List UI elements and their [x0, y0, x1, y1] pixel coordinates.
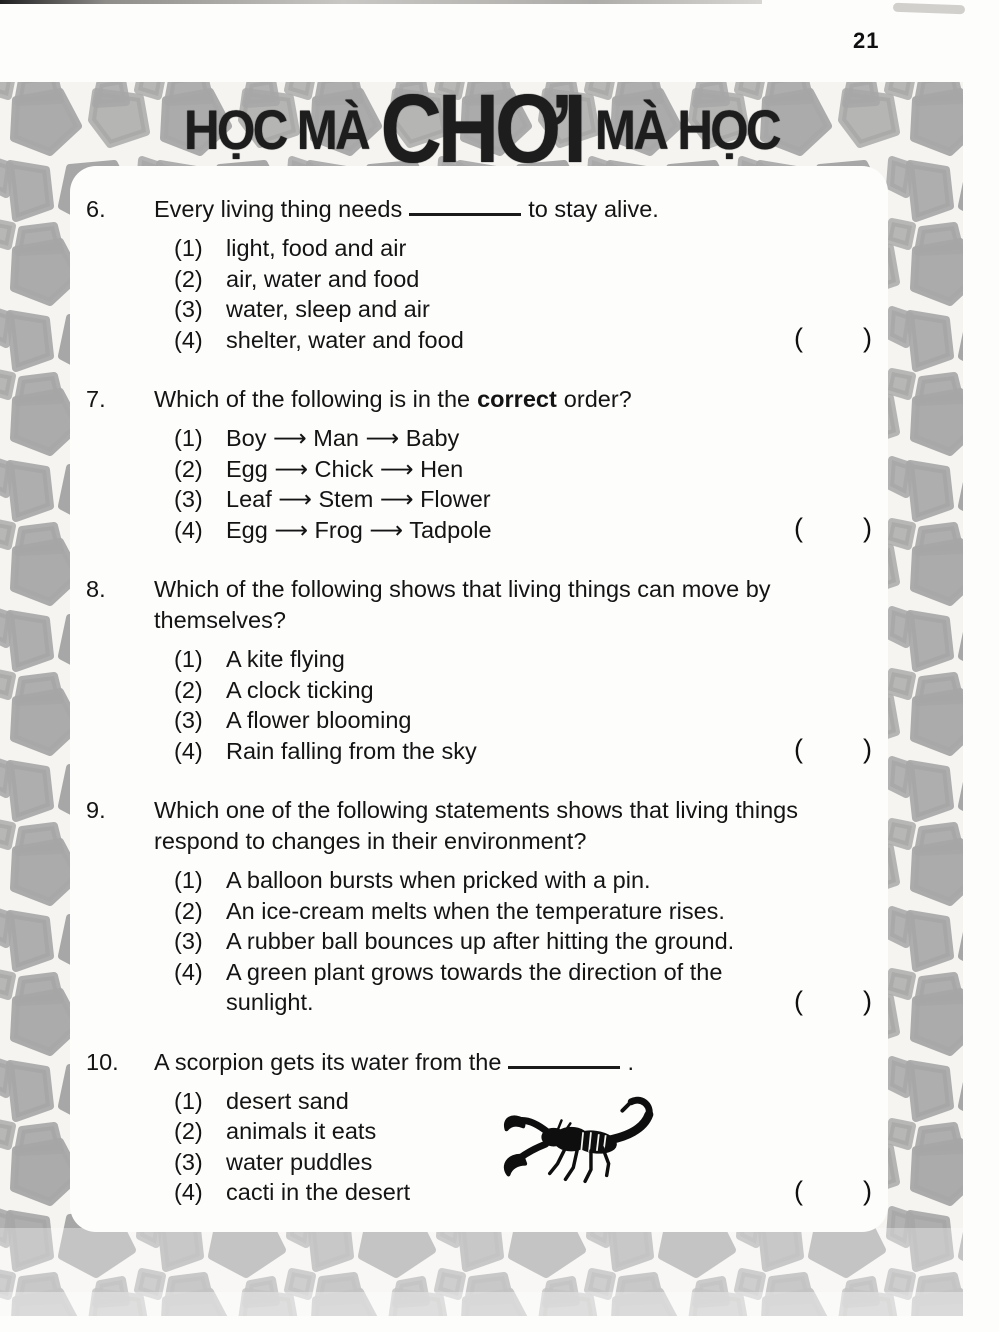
scan-artifact-top-smudge: [893, 3, 965, 15]
option-label: (2): [174, 455, 203, 482]
bracket-close: ): [863, 513, 872, 543]
option-row: [174, 865, 888, 896]
stem-text: Which one of the following statements shows that living things respond to changes in their environment?: [154, 797, 798, 854]
question-8: [70, 574, 888, 766]
option-text: [226, 1116, 376, 1147]
option-label: (4): [174, 958, 203, 985]
question-stem: [154, 795, 876, 857]
question-6: [70, 194, 888, 355]
option-line: water puddles: [226, 1148, 373, 1175]
option-label: (1): [174, 235, 203, 261]
option-text: [226, 957, 722, 1018]
question-stem: [154, 574, 876, 636]
question-options: [174, 423, 888, 545]
content-panel: [70, 166, 888, 1232]
option-line: Egg ⟶ Frog ⟶ Tadpole: [226, 516, 492, 543]
option-row: [174, 233, 888, 264]
option-row: [174, 705, 888, 736]
option-row: [174, 675, 888, 706]
option-label: (3): [174, 928, 203, 954]
option-label: (2): [174, 676, 203, 703]
answer-blank: [508, 1066, 620, 1069]
bracket-close: ): [863, 1175, 872, 1206]
option-line: A flower blooming: [226, 707, 412, 733]
option-text: [226, 705, 412, 736]
stem-text: to stay alive.: [528, 196, 659, 222]
option-line: A green plant grows towards the direction of the: [226, 958, 723, 985]
option-line: A balloon bursts when pricked with a pin.: [226, 867, 651, 893]
option-label: (4): [174, 326, 203, 353]
question-10: [70, 1047, 888, 1208]
question-number: 10.: [86, 1048, 119, 1075]
question-stem: [154, 384, 876, 415]
option-text: [226, 675, 374, 706]
option-text: [226, 515, 492, 546]
answer-blank: [409, 213, 521, 216]
option-label: (4): [174, 1179, 203, 1205]
bracket-open: (: [794, 323, 803, 353]
option-line: Rain falling from the sky: [226, 737, 477, 764]
stem-emphasis: correct: [477, 386, 557, 412]
question-stem: [154, 194, 876, 225]
bracket-open: (: [794, 1175, 803, 1206]
option-row: [174, 454, 888, 485]
question-head: [86, 795, 888, 857]
option-row: [174, 264, 888, 295]
bracket-open: (: [794, 734, 803, 764]
question-7: [70, 384, 888, 545]
option-line: Egg ⟶ Chick ⟶ Hen: [226, 455, 464, 482]
option-label: (2): [174, 897, 203, 924]
bracket-close: ): [863, 985, 872, 1016]
bracket-open: (: [794, 985, 803, 1016]
bracket-open: (: [794, 513, 803, 543]
questions-list: [70, 194, 888, 1208]
option-row: [174, 294, 888, 325]
option-text: [226, 1086, 349, 1117]
option-text: [226, 926, 734, 957]
option-row: [174, 926, 888, 957]
option-line: light, food and air: [226, 235, 407, 261]
option-text: [226, 423, 459, 454]
option-label: (4): [174, 737, 203, 764]
question-options: [174, 233, 888, 355]
option-line: desert sand: [226, 1087, 349, 1114]
answer-bracket: [794, 986, 872, 1017]
option-text: [226, 1147, 372, 1178]
option-text: [226, 865, 651, 896]
question-head: [86, 1047, 888, 1078]
stem-text: Which of the following shows that living things can move by themselves?: [154, 576, 771, 633]
question-number: 8.: [86, 576, 106, 602]
question-number: 9.: [86, 797, 106, 823]
option-label: (3): [174, 1148, 203, 1175]
option-line: A kite flying: [226, 646, 345, 672]
option-text: [226, 325, 464, 356]
question-options: [174, 644, 888, 766]
option-line: An ice-cream melts when the temperature rises.: [226, 897, 725, 924]
option-text: [226, 264, 419, 295]
scorpion-illustration: [500, 1091, 678, 1199]
option-row: [174, 644, 888, 675]
option-label: (2): [174, 1118, 203, 1144]
title-prefix: HỌC MÀ: [184, 97, 369, 161]
title-big-word: CHƠI: [380, 73, 583, 183]
worksheet-title: [58, 73, 905, 183]
stem-text: A scorpion gets its water from the: [154, 1048, 502, 1075]
question-head: [86, 194, 888, 225]
option-label: (2): [174, 265, 203, 292]
option-label: (1): [174, 425, 203, 451]
option-line: A clock ticking: [226, 676, 374, 703]
option-line: air, water and food: [226, 265, 420, 292]
option-line: cacti in the desert: [226, 1179, 411, 1205]
stem-text: Which of the following is in the: [154, 386, 471, 412]
question-number: 6.: [86, 196, 106, 222]
option-label: (1): [174, 646, 203, 672]
option-row: [174, 515, 888, 546]
answer-bracket: [794, 1176, 872, 1207]
answer-bracket: [794, 734, 872, 765]
stem-text: Every living thing needs: [154, 196, 403, 222]
answer-bracket: [794, 513, 872, 544]
answer-bracket: [794, 323, 872, 354]
option-label: (3): [174, 296, 203, 322]
option-line: water, sleep and air: [226, 296, 430, 322]
option-line: sunlight.: [226, 989, 314, 1015]
option-row: [174, 423, 888, 454]
option-text: [226, 1177, 410, 1208]
option-row: [174, 484, 888, 515]
option-text: [226, 736, 477, 767]
stem-text: order?: [563, 386, 632, 412]
question-stem: [154, 1047, 876, 1078]
page-number: 21: [853, 28, 880, 53]
option-label: (1): [174, 867, 203, 893]
option-label: (1): [174, 1087, 203, 1114]
option-line: A rubber ball bounces up after hitting the ground.: [226, 928, 735, 954]
option-row: [174, 325, 888, 356]
title-suffix: MÀ HỌC: [594, 97, 779, 161]
option-text: [226, 644, 345, 675]
option-text: [226, 484, 491, 515]
option-text: [226, 454, 463, 485]
option-text: [226, 294, 430, 325]
option-row: [174, 736, 888, 767]
option-text: [226, 896, 725, 927]
question-options: [174, 865, 888, 1018]
question-9: [70, 795, 888, 1018]
question-number: 7.: [86, 386, 106, 412]
option-line: Leaf ⟶ Stem ⟶ Flower: [226, 486, 491, 512]
option-row: [174, 957, 888, 1018]
option-line: animals it eats: [226, 1118, 377, 1144]
option-row: [174, 896, 888, 927]
question-head: [86, 384, 888, 415]
option-text: [226, 233, 406, 264]
option-line: shelter, water and food: [226, 326, 464, 353]
option-line: Boy ⟶ Man ⟶ Baby: [226, 425, 460, 451]
bracket-close: ): [863, 734, 872, 764]
question-head: [86, 574, 888, 636]
scan-artifact-top-line: [0, 0, 762, 4]
bracket-close: ): [863, 323, 872, 353]
stem-text: .: [627, 1048, 634, 1075]
option-label: (4): [174, 516, 203, 543]
option-label: (3): [174, 707, 203, 733]
option-label: (3): [174, 486, 203, 512]
